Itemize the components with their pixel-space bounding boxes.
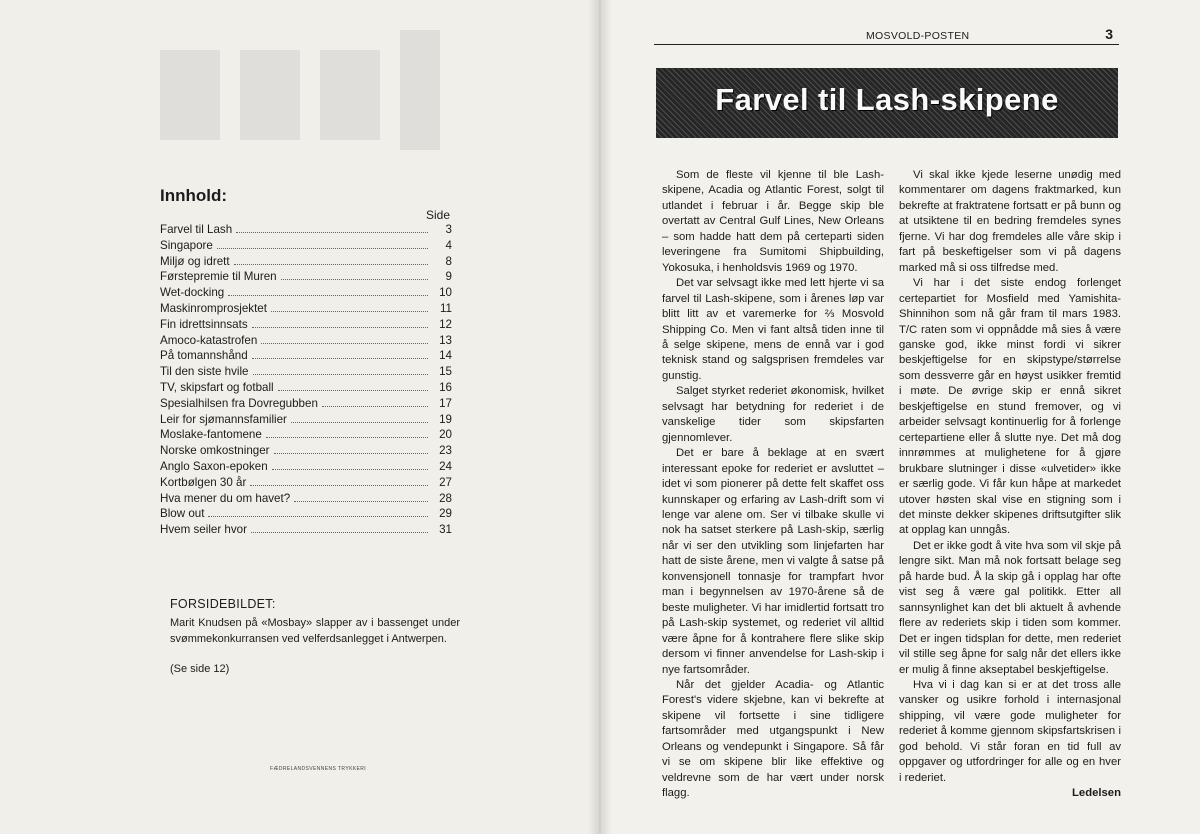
show-through-masthead [150,20,450,160]
running-head [654,26,1119,45]
toc-leader-dots [208,516,428,517]
toc-entry-title: Amoco-katastrofen [160,333,258,347]
toc-leader-dots [228,295,428,296]
toc-entry [160,238,452,254]
toc-entry-page: 3 [445,223,452,236]
toc-entry-page: 13 [439,333,452,347]
toc-entry-page: 4 [445,238,452,252]
article-headline: Farvel til Lash-skipene [715,82,1059,117]
toc-leader-dots [217,248,428,249]
toc-entry-page: 31 [439,523,452,537]
toc-entry-page: 24 [439,459,452,473]
article-paragraph: Det var selvsagt ikke med lett hjerte vi sa farvel til Lash-skipene, som i årenes løp var blitt litt av et varemerke for ⅔ Mosvold Shipping Co. Men vi fant altså tiden inne til å selge skipene, mens de ennå var i god teknisk stand og salgsprisen fremdeles var gunstig. [662,277,884,382]
toc-entry [160,506,452,522]
toc-entry-page: 23 [439,444,452,458]
article-column-1 [662,168,884,802]
article-paragraph: Det er ikke godt å vite hva som vil skje på lengre sikt. Man må nok fortsatt belage seg på harde bud. Å la skip gå i opplag har ofte vist seg å være gal politikk. Etter all sannsynlighet kan det bli aktuelt å avhende flere av rederiets skip i tiden som kommer. Det er ingen tidsplan for dette, men rederiet vil stille seg åpne for salg når det ellers ikke er mulig å finne akseptabel beskjeftigelse. [899,539,1121,676]
article-paragraph: Hva vi i dag kan si er at det tross alle vansker og usikre forhold i internasjonal shipping, vil være gode muligheter for rederiet å komme gjennom skipsfartskrisen i god behold. Vi står foran en tid full av oppgaver og utfordringer for alle og en hver i rederiet. [899,678,1121,784]
toc-entry-title: Singapore [160,238,213,252]
toc-entry-page: 9 [445,270,452,284]
toc-entry-page: 14 [439,349,452,363]
toc-entry-title: Spesialhilsen fra Dovregubben [160,396,318,410]
article-column-2 [899,168,1121,802]
publication-name: MOSVOLD-POSTEN [866,30,970,42]
toc-entry [160,222,452,238]
toc-entry-page: 29 [439,507,452,521]
toc-entry-page: 17 [439,396,452,410]
table-of-contents [160,222,452,538]
toc-entry-title: Fin idrettsinnsats [160,317,248,331]
toc-entry [160,364,452,380]
article-paragraph: Når det gjelder Acadia- og Atlantic Forest's videre skjebne, kan vi bekrefte at skipene vil fortsette i sine tidligere fartsområder med utgangspunkt i New Orleans og vendepunkt i Singapore. Så får vi se om skipene blir like effektive og veldrevne som de har vært under norsk flagg. [662,678,884,800]
toc-entry-title: Miljø og idrett [160,254,230,268]
page-gutter [588,0,612,834]
toc-entry-title: Blow out [160,507,205,521]
toc-entry-page: 15 [439,365,452,379]
toc-entry-title: Til den siste hvile [160,365,249,379]
toc-entry [160,443,452,459]
toc-entry-page: 27 [439,475,452,489]
toc-entry-title: Farvel til Lash [160,223,233,236]
toc-entry [160,475,452,491]
toc-entry [160,491,452,507]
toc-entry-page: 8 [445,254,452,268]
toc-entry-page: 16 [439,380,452,394]
toc-leader-dots [281,279,428,280]
toc-entry-title: På tomannshånd [160,349,248,363]
toc-heading: Innhold: [160,186,228,205]
toc-entry [160,396,452,412]
article-paragraph: Som de fleste vil kjenne til ble Lash-skipene, Acadia og Atlantic Forest, solgt til utlandet i februar i år. Begge skip ble overtatt av Central Gulf Lines, New Orleans – som hadde hatt dem på certeparti siden leveringene fra Sumitomi Shipbuilding, Yokosuka, i henholdsvis 1969 og 1970. [662,169,884,274]
toc-leader-dots [274,453,428,454]
printer-imprint: FÆDRELANDSVENNENS TRYKKERI [270,766,367,772]
toc-leader-dots [253,374,429,375]
toc-entry-title: Hvem seiler hvor [160,523,247,537]
article-paragraph: Vi har i det siste endog forlenget certepartiet for Mosfield med Yamishita-Shinnihon som nå går fram til mars 1983. T/C raten som vi oppnådde må sies å være ganske god, ikke minst fordi vi sikrer beskjeftigelse for en skipstype/størrelse som dessverre går en høyst usikker fremtid i møte. De øvrige skip er ennå sikret beskjeftigelse en stund fremover, og vi arbeider selvsagt kontinuerlig for å forlenge certepartiene eller å slutte nye. Det må dog innrømmes at mulighetene for å gjøre brukbare slutninger i disse «ulvetider» ikke er særlig gode. Vi får kun håpe at markedet utover høsten skal vise en stigning som i det minste dekker skipenes driftsutgifter slik at opplag kan unngås. [899,277,1121,537]
toc-entry [160,333,452,349]
toc-entry [160,254,452,270]
article-paragraph: Salget styrket rederiet økonomisk, hvilket selvsagt har betydning for rederiet i de vanskelige tider som skipsfarten gjennomlever. [662,385,884,444]
toc-entry-page: 11 [439,301,452,315]
toc-entry-title: Førstepremie til Muren [160,270,277,284]
toc-leader-dots [271,311,428,312]
toc-entry [160,412,452,428]
toc-entry-title: Norske omkostninger [160,444,270,458]
toc-entry-title: Anglo Saxon-epoken [160,459,268,473]
toc-page-column-label: Side [425,208,450,222]
toc-entry-title: Leir for sjømannsfamilier [160,412,287,426]
cover-caption-text: Marit Knudsen på «Mosbay» slapper av i bassenget under svømmekonkurransen ved velferdsanlegget i Antwerpen. [170,617,460,645]
cover-caption-reference: (Se side 12) [170,663,230,675]
toc-entry-page: 20 [439,428,452,442]
toc-entry [160,301,452,317]
toc-entry-page: 12 [439,317,452,331]
toc-leader-dots [250,485,428,486]
article-paragraph: Vi skal ikke kjede leserne unødig med kommentarer om dagens fraktmarked, kun bekrefte at fraktratene fortsatt er på bunn og at utsiktene til en bedring fremdeles synes fjerne. Vi har dog fremdeles alle våre skip i fart på beskeftigelser som vi på dagens marked må si oss tilfredse med. [899,169,1121,274]
toc-entry [160,285,452,301]
toc-entry-title: Maskinromprosjektet [160,301,267,315]
toc-entry-page: 19 [439,412,452,426]
toc-leader-dots [266,437,428,438]
toc-entry-page: 28 [439,491,452,505]
toc-leader-dots [251,532,428,533]
toc-leader-dots [234,264,428,265]
toc-entry-title: Wet-docking [160,286,225,300]
toc-leader-dots [252,358,428,359]
toc-entry-title: Kortbølgen 30 år [160,475,247,489]
toc-entry-title: TV, skipsfart og fotball [160,380,274,394]
article-paragraph: Det er bare å beklage at en svært interessant epoke for rederiet er avsluttet – idet vi som pionerer på dette felt skaffet oss kunnskaper og erfaring av Lash-drift som vi lenge var alene om. Ser vi tilbake skulle vi nok ha satset sterkere på Lash-skip, særlig når vi ser den utvikling som linjefarten har hatt de siste årene, men vi valgte å satse på konvensjonell tonnasje for trampfart hvor man i begynnelsen av 1970-årene så de beste muligheter. Vi har imidlertid fortsatt tro på Lash-skip systemet, og rederiet vil alltid være åpne for å kontrahere flere slike skip dersom vi finner anvendelse for Lash-skip i nye fartsområder. [662,447,884,676]
toc-entry-title: Moslake-fantomene [160,428,262,442]
toc-entry [160,317,452,333]
toc-leader-dots [294,501,428,502]
toc-entry [160,522,452,538]
toc-entry [160,427,452,443]
article-signature: Ledelsen [1072,787,1121,800]
toc-leader-dots [252,327,428,328]
toc-leader-dots [272,469,428,470]
toc-entry-title: Hva mener du om havet? [160,491,291,505]
toc-entry [160,459,452,475]
page-number: 3 [1105,26,1113,42]
toc-entry [160,380,452,396]
cover-caption-heading: FORSIDEBILDET: [170,597,276,611]
toc-leader-dots [236,232,428,233]
toc-entry-page: 10 [439,286,452,300]
toc-leader-dots [261,343,428,344]
toc-leader-dots [322,406,428,407]
toc-entry [160,348,452,364]
toc-leader-dots [291,422,428,423]
headline-banner [656,68,1118,138]
toc-leader-dots [278,390,428,391]
toc-entry [160,269,452,285]
